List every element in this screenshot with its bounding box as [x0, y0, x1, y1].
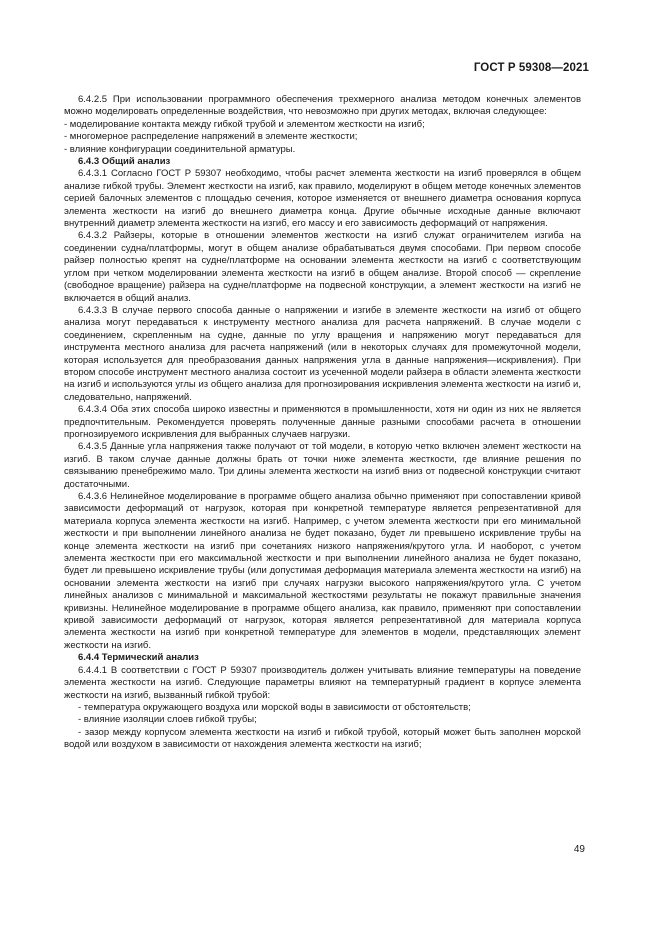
document-body	[64, 94, 581, 752]
paragraph-6-4-3-4: 6.4.3.4 Оба этих способа широко известны и применяются в промышленности, хотя ни один из них не является предпочтительным. Рекомендуется проверять полученные данные разными способами расчета в отношении прогнозируемого искривления для выбранных случаев нагрузки.	[64, 404, 581, 440]
list-item: - температура окружающего воздуха или морской воды в зависимости от обстоятельств;	[78, 701, 471, 713]
paragraph-6-4-3-2: 6.4.3.2 Райзеры, которые в отношении элементов жесткости на изгиб служат ограничителем изгиба на соединении судна/платформы, могут в общем анализе обрабатываться двумя способами. При первом способе райзер полностью крепят на судне/платформе на основании элемента жесткости на изгиб с соответствующим углом при четком моделировании элемента жесткости на изгиб в общем анализе. Второй способ — скрепление (свободное вращение) райзера на судне/платформе на подвесной конструкции, а элемент жесткости на изгиб не включается в общий анализ.	[64, 230, 581, 304]
paragraph-6-4-3-5: 6.4.3.5 Данные угла напряжения также получают от той модели, в которую четко включен элемент жесткости на изгиб. В таком случае данные должны брать от точки ниже элемента жесткости, где влияние решения по связыванию пренебрежимо мало. Три длины элемента жесткости на изгиб вниз от подвесной конструкции считают достаточными.	[64, 441, 581, 490]
paragraph-6-4-4-1: 6.4.4.1 В соответствии с ГОСТ Р 59307 производитель должен учитывать влияние температуры на поведение элемента жесткости на изгиб. Следующие параметры влияют на температурный градиент в корпусе элемента жесткости на изгиб, вызванный гибкой трубой:	[64, 664, 581, 701]
list-item: - влияние изоляции слоев гибкой трубы;	[78, 714, 257, 726]
list-item: - многомерное распределение напряжений в элементе жесткости;	[64, 131, 358, 143]
page-number: 49	[573, 844, 585, 855]
paragraph-6-4-2-5: 6.4.2.5 При использовании программного обеспечения трехмерного анализа методом конечных элементов можно моделировать определенные воздействия, что невозможно при других методах, включая следующее:	[64, 94, 581, 118]
document-header: ГОСТ Р 59308—2021	[473, 62, 589, 74]
section-heading-6-4-3: 6.4.3 Общий анализ	[78, 156, 171, 168]
paragraph-6-4-3-1: 6.4.3.1 Согласно ГОСТ Р 59307 необходимо, чтобы расчет элемента жесткости на изгиб проверялся в общем анализе гибкой трубы. Элемент жесткости на изгиб, как правило, моделируют в общем методе конечных элементов серией балочных элементов с площадью сечения, которое изменяется от внешнего диаметра основания корпуса элемента жесткости на изгиб до внешнего диаметра конца. Другие обычные исходные данные включают внутренний диаметр элемента жесткости на изгиб, его массу и его зависимость деформаций от напряжения.	[64, 168, 581, 230]
paragraph-6-4-3-6: 6.4.3.6 Нелинейное моделирование в программе общего анализа обычно применяют при сопоставлении кривой зависимости деформаций от нагрузок, которая при конкретной температуре является репрезентативной для материала корпуса элемента жесткости на изгиб. Например, с учетом элемента жесткости при его минимальной жесткости и при выполнении линейного анализа не будет показано, будет ли превышено искривление трубы на конце элемента жесткости на изгиб при сочетаниях низкого напряжения/крутого угла. И наоборот, с учетом элемента жесткости при его максимальной жесткости и при выполнении линейного анализа не будет показано, будет ли превышено искривление трубы (или допустимая деформация материала элемента жесткости на изгиб) на основании элемента жесткости на изгиб при случаях нагрузки высокого напряжения/крутого угла. С учетом линейных анализов с минимальной и максимальной жесткостями результаты не покажут правильные значения кривизны. Нелинейное моделирование в программе общего анализа, как правило, применяют при сопоставлении кривой зависимости деформаций от нагрузок, которая является репрезентативной для материала корпуса элемента жесткости на изгиб при конкретной температуре для элементов в модели, представляющих элемент жесткости на изгиб.	[64, 491, 581, 651]
section-heading-6-4-4: 6.4.4 Термический анализ	[78, 652, 199, 664]
paragraph-6-4-3-3: 6.4.3.3 В случае первого способа данные о напряжении и изгибе в элементе жесткости на изгиб от общего анализа могут передаваться к инструменту местного анализа для расчета напряжений. В случае модели с соединением, скрепленным на судне, данные по углу вращения и напряжению могут передаваться для инструмента местного анализа для расчета напряжений (или в некоторых случаях для промежуточной модели, которая используется для преобразования данных напряжения угла в данные напряжения—искривления). При втором способе инструмент местного анализа состоит из усеченной модели райзера в области элемента жесткости на изгиб и используются углы из общего анализа для прогнозирования искривления элемента жесткости на изгиб и, следовательно, напряжений.	[64, 304, 581, 403]
list-item: - зазор между корпусом элемента жесткости на изгиб и гибкой трубой, который может быть заполнен морской водой или воздухом в зависимости от нахождения элемента жесткости на изгиб;	[64, 726, 581, 751]
list-item: - моделирование контакта между гибкой трубой и элементом жесткости на изгиб;	[64, 118, 425, 130]
list-item: - влияние конфигурации соединительной арматуры.	[64, 143, 296, 155]
